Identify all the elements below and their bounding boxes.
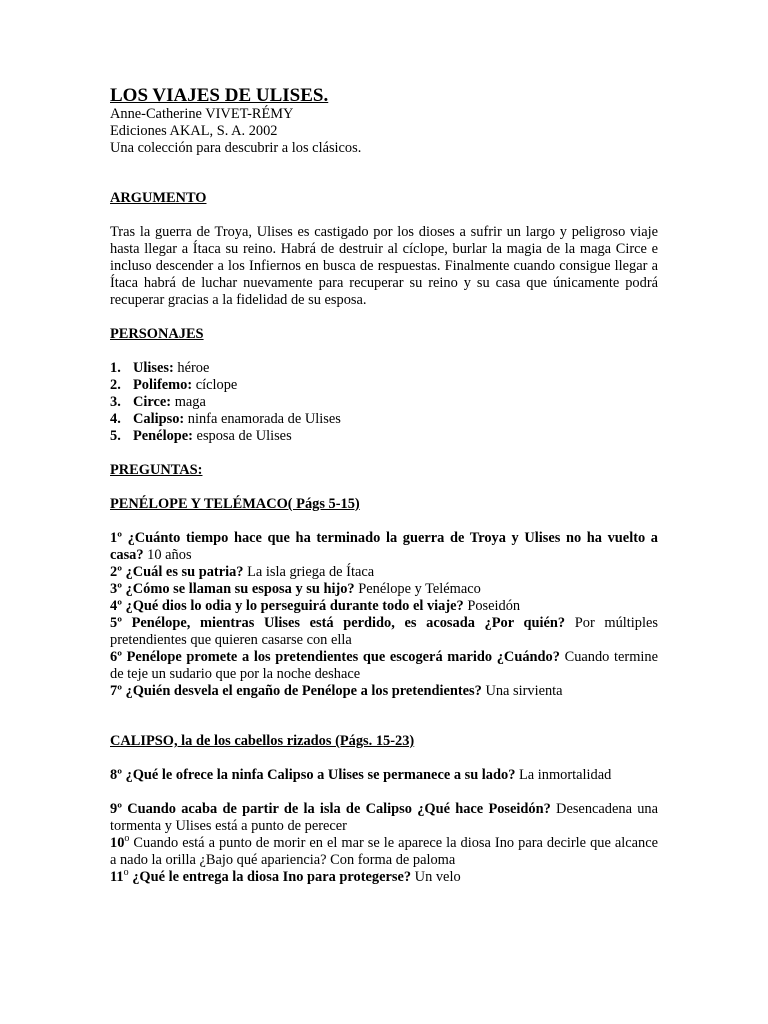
section-heading-calipso: CALIPSO, la de los cabellos rizados (Págs. 15-23) <box>110 733 415 749</box>
list-item: 4. Calipso: ninfa enamorada de Ulises <box>110 411 341 427</box>
argumento-text: Tras la guerra de Troya, Ulises es castigado por los dioses a sufrir un largo y peligroso viaje hasta llegar a Ítaca su reino. Habrá de destruir al cíclope, burlar la magia de la maga Circe e incluso descender a los Infiernos en busca de respuestas. Finalmente cuando consigue llegar a Ítaca habrá de luchar nuevamente para recuperar su reino y su casa que únicamente podrá recuperar gracias a la fidelidad de su esposa. <box>110 224 658 308</box>
argumento-heading: ARGUMENTO <box>110 190 207 206</box>
author: Anne-Catherine VIVET-RÉMY <box>110 106 294 122</box>
question-10: 10$^o$ Cuando está a punto de morir en el mar se le aparece la diosa Ino para decirle que alcance a nado la orilla ¿Bajo qué apariencia? Con forma de paloma <box>110 833 658 868</box>
question-4: 4º ¿Qué dios lo odia y lo perseguirá durante todo el viaje? Poseidón <box>110 598 521 614</box>
personajes-heading: PERSONAJES <box>110 326 204 342</box>
publisher: Ediciones AKAL, S. A. 2002 <box>110 123 278 139</box>
question-8: 8º ¿Qué le ofrece la ninfa Calipso a Ulises se permanece a su lado? La inmortalidad <box>110 767 612 783</box>
list-item: 5. Penélope: esposa de Ulises <box>110 428 292 444</box>
document-body <box>110 86 658 886</box>
preguntas-heading: PREGUNTAS: <box>110 462 203 478</box>
list-item: 2. Polifemo: cíclope <box>110 377 238 393</box>
personajes-list <box>110 360 658 445</box>
question-3: 3º ¿Cómo se llaman su esposa y su hijo? Penélope y Telémaco <box>110 581 481 597</box>
question-2: 2º ¿Cuál es su patria? La isla griega de Ítaca <box>110 564 375 580</box>
question-9: 9º Cuando acaba de partir de la isla de Calipso ¿Qué hace Poseidón? Desencadena una tormenta y Ulises está a punto de perecer <box>110 801 658 834</box>
question-5: 5º Penélope, mientras Ulises está perdido, es acosada ¿Por quién? Por múltiples pretendientes que quieren casarse con ella <box>110 615 658 648</box>
collection: Una colección para descubrir a los clásicos. <box>110 140 362 156</box>
question-1: 1º ¿Cuánto tiempo hace que ha terminado la guerra de Troya y Ulises no ha vuelto a casa? 10 años <box>110 530 658 563</box>
list-item: 3. Circe: maga <box>110 394 206 410</box>
question-6: 6º Penélope promete a los pretendientes que escogerá marido ¿Cuándo? Cuando termine de teje un sudario que por la noche deshace <box>110 649 658 682</box>
question-11: 11$^o$ ¿Qué le entrega la diosa Ino para protegerse? Un velo <box>110 867 461 885</box>
list-item: 1. Ulises: héroe <box>110 360 210 376</box>
document-title: LOS VIAJES DE ULISES. <box>110 85 329 106</box>
section-heading-penelope: PENÉLOPE Y TELÉMACO( Págs 5-15) <box>110 496 360 512</box>
document-meta <box>110 106 658 157</box>
question-7: 7º ¿Quién desvela el engaño de Penélope a los pretendientes? Una sirvienta <box>110 683 563 699</box>
